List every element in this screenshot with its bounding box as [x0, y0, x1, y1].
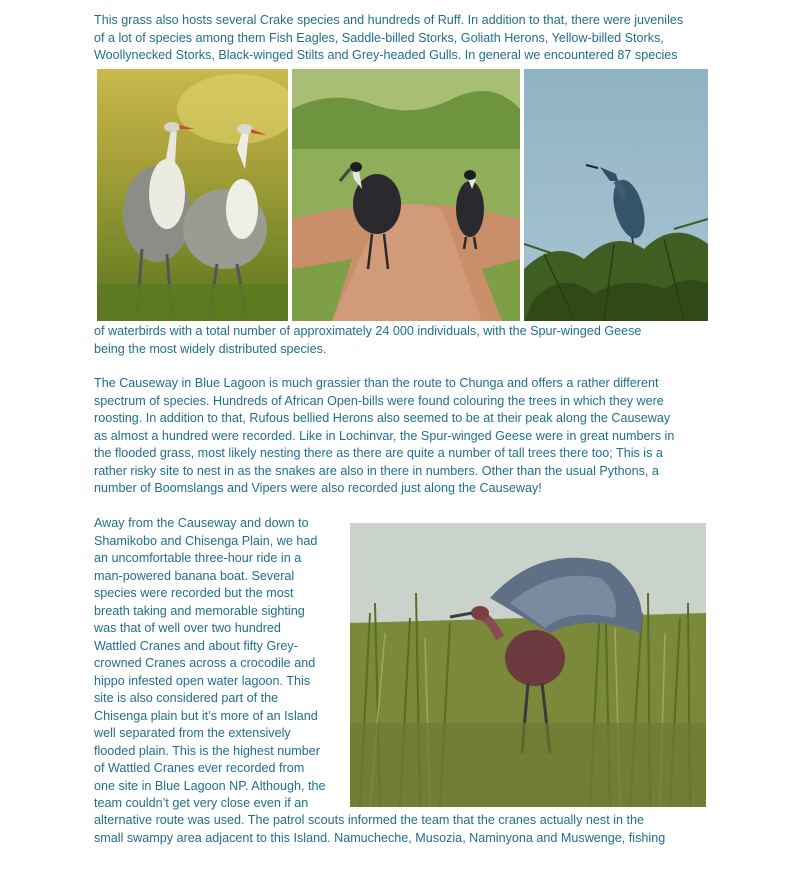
text-line: alternative route was used. The patrol scouts informed the team that the cranes actually nest in the — [94, 813, 644, 827]
paragraph-chisenga-continued — [94, 812, 706, 847]
photo-goliath-heron — [350, 523, 706, 807]
text-line: being the most widely distributed species. — [94, 341, 327, 356]
text-line: Wattled Cranes and about fifty Grey- — [94, 638, 298, 653]
text-line: Woollynecked Storks, Black-winged Stilts and Grey-headed Gulls. In general we encountered 87 species — [94, 48, 678, 62]
text-line: an uncomfortable three-hour ride in a — [94, 551, 302, 565]
text-line: as almost a hundred were recorded. Like in Lochinvar, the Spur-winged Geese were in great numbers in — [94, 428, 675, 443]
photo-wattled-cranes — [97, 69, 288, 321]
text-line: This grass also hosts several Crake species and hundreds of Ruff. In addition to that, there were juveniles — [94, 13, 684, 27]
text-line: Shamikobo and Chisenga Plain, we had — [94, 533, 318, 548]
paragraph-chisenga — [94, 515, 344, 813]
text-line: of waterbirds with a total number of approximately 24 000 individuals, with the Spur-winged Geese — [94, 324, 642, 338]
text-line: rather risky site to nest in as the snakes are also in there in numbers. Other than the usual Pythons, a — [94, 463, 659, 478]
text-line: of a lot of species among them Fish Eagles, Saddle-billed Storks, Goliath Herons, Yellow-billed Storks, — [94, 30, 664, 45]
text-line: the flooded grass, most likely nesting there as there are quite a number of tall trees there too; This is a — [94, 446, 663, 460]
text-line: site is also considered part of the — [94, 691, 279, 705]
text-line: of Wattled Cranes ever recorded from — [94, 761, 305, 775]
text-line: breath taking and memorable sighting — [94, 603, 305, 618]
text-line: spectrum of species. Hundreds of African Open-bills were found colouring the trees in which they were — [94, 393, 664, 408]
text-line: one site in Blue Lagoon NP. Although, the — [94, 778, 326, 793]
text-line: crowned Cranes across a crocodile and — [94, 656, 316, 670]
text-line: flooded plain. This is the highest number — [94, 743, 320, 758]
text-line: small swampy area adjacent to this Island. Namucheche, Musozia, Naminyona and Muswenge, fishing — [94, 830, 666, 845]
paragraph-intro — [94, 12, 706, 65]
text-line: Away from the Causeway and down to — [94, 516, 309, 530]
text-line: was that of well over two hundred — [94, 621, 281, 635]
text-line: number of Boomslangs and Vipers were also recorded just along the Causeway! — [94, 481, 542, 495]
text-line: man-powered banana boat. Several — [94, 568, 295, 583]
text-line: species were recorded but the most — [94, 586, 294, 600]
text-line: The Causeway in Blue Lagoon is much grassier than the route to Chunga and offers a rather different — [94, 376, 659, 390]
paragraph-intro-continued — [94, 323, 706, 358]
paragraph-causeway — [94, 375, 706, 498]
text-line: well separated from the extensively — [94, 726, 291, 740]
photo-heron-in-tree — [524, 69, 708, 321]
text-line: roosting. In addition to that, Rufous bellied Herons also seemed to be at their peak along the Causeway — [94, 411, 671, 425]
text-line: team couldn’t get very close even if an — [94, 796, 309, 810]
text-line: Chisenga plain but it’s more of an Island — [94, 708, 318, 723]
text-line: hippo infested open water lagoon. This — [94, 673, 311, 688]
photo-woolly-necked-storks — [292, 69, 520, 321]
